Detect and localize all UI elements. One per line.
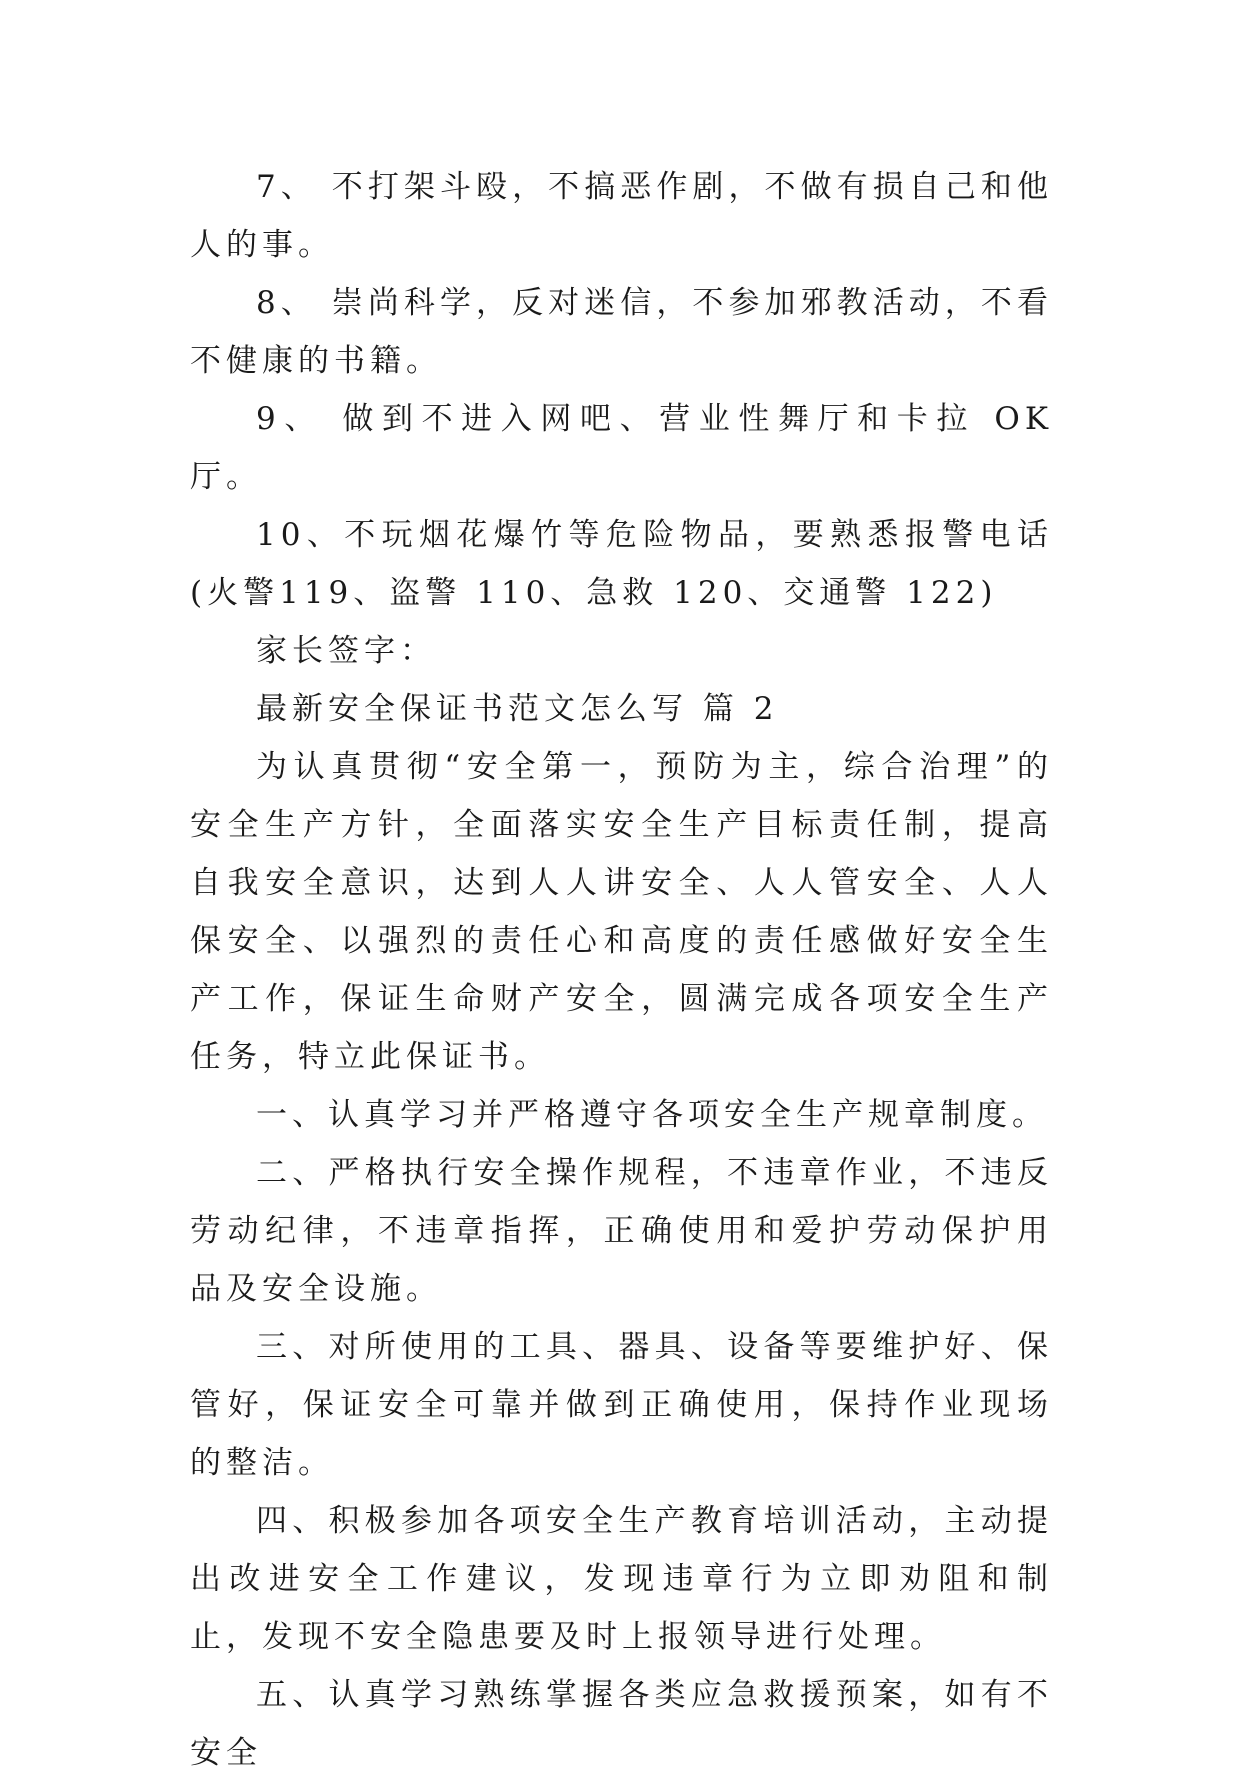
rule-9-paragraph: 9、 做到不进入网吧、营业性舞厅和卡拉 OK 厅。 <box>190 401 1053 495</box>
rule-10-paragraph: 10、不玩烟花爆竹等危险物品，要熟悉报警电话(火警119、盗警 110、急救 120、交通警 122) <box>190 517 1053 611</box>
rule-8-paragraph: 8、 崇尚科学，反对迷信，不参加邪教活动，不看不健康的书籍。 <box>190 285 1053 379</box>
parent-signature-line: 家长签字： <box>256 633 436 669</box>
item-3-paragraph: 三、对所使用的工具、器具、设备等要维护好、保管好，保证安全可靠并做到正确使用，保持作业现场的整洁。 <box>190 1329 1053 1481</box>
item-2-paragraph: 二、严格执行安全操作规程，不违章作业，不违反劳动纪律，不违章指挥，正确使用和爱护劳动保护用品及安全设施。 <box>190 1155 1053 1307</box>
section-heading: 最新安全保证书范文怎么写 篇 2 <box>256 691 779 727</box>
intro-paragraph: 为认真贯彻“安全第一，预防为主，综合治理”的安全生产方针，全面落实安全生产目标责任制，提高自我安全意识，达到人人讲安全、人人管安全、人人保安全、以强烈的责任心和高度的责任感做好安全生产工作，保证生命财产安全，圆满完成各项安全生产任务，特立此保证书。 <box>190 749 1053 1075</box>
item-1-paragraph: 一、认真学习并严格遵守各项安全生产规章制度。 <box>256 1097 1048 1133</box>
item-5-paragraph: 五、认真学习熟练掌握各类应急救援预案，如有不安全 <box>190 1677 1053 1771</box>
rule-7-paragraph: 7、 不打架斗殴，不搞恶作剧，不做有损自己和他人的事。 <box>190 169 1053 263</box>
document-page <box>190 158 1053 1782</box>
item-4-paragraph: 四、积极参加各项安全生产教育培训活动，主动提出改进安全工作建议，发现违章行为立即劝阻和制止，发现不安全隐患要及时上报领导进行处理。 <box>190 1503 1053 1655</box>
